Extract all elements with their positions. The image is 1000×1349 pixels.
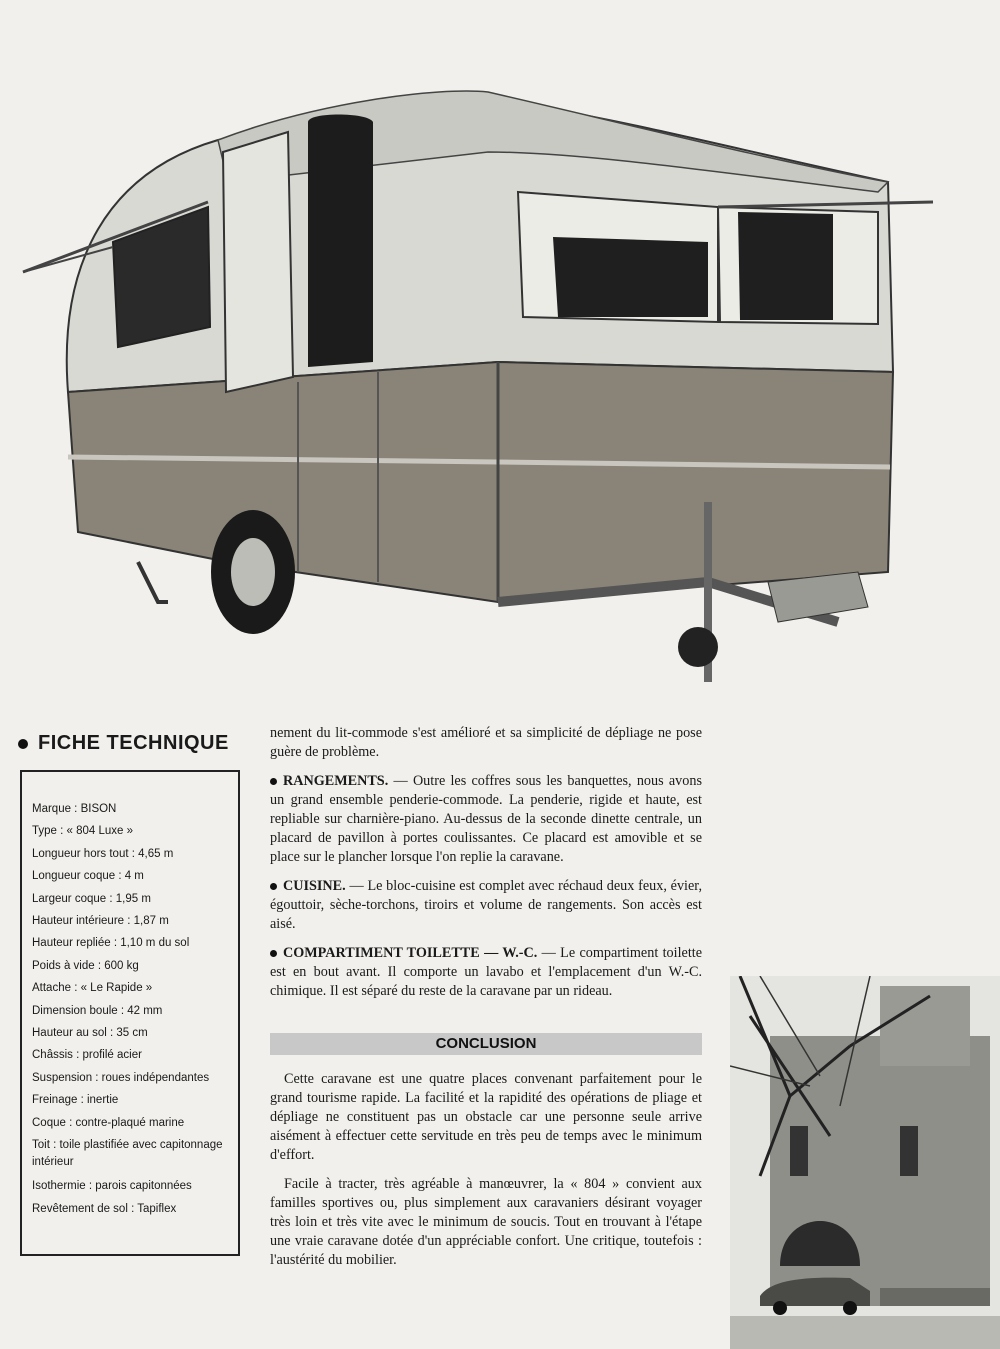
spec-freinage: Freinage : inertie	[32, 1094, 119, 1107]
spec-dimension-boule: Dimension boule : 42 mm	[32, 1004, 163, 1017]
bullet-icon	[270, 883, 277, 890]
fiche-technique-heading	[18, 732, 229, 755]
spec-hauteur-repliee: Hauteur repliée : 1,10 m du sol	[32, 937, 190, 950]
toilette-paragraph	[270, 944, 702, 1001]
conclusion-column	[270, 1070, 702, 1280]
spec-poids: Poids à vide : 600 kg	[32, 959, 139, 972]
cuisine-title: CUISINE.	[283, 878, 346, 894]
spec-suspension: Suspension : roues indépendantes	[32, 1071, 210, 1084]
rangements-title: RANGEMENTS.	[283, 773, 389, 789]
spec-longueur-hors-tout: Longueur hors tout : 4,65 m	[32, 847, 174, 860]
caravan-photo	[18, 62, 938, 682]
toilette-title: COMPARTIMENT TOILETTE — W.-C.	[283, 945, 538, 961]
spec-chassis: Châssis : profilé acier	[32, 1049, 142, 1062]
spec-hauteur-sol: Hauteur au sol : 35 cm	[32, 1027, 148, 1040]
conclusion-paragraph-1: Cette caravane est une quatre places convenant parfaitement pour le grand tourisme rapide. La facilité et la rapidité des opérations de pliage et dépliage ne constituent pas un obstacle car une personne seule arrive aisément à effectuer cette servitude en très peu de temps avec le minimum d'effort.	[270, 1071, 702, 1163]
rangements-text: — Outre les coffres sous les banquettes, nous avons un grand ensemble penderie-commode. La penderie, rigide et haute, est repliable sur charnière-piano. Au-dessus de la seconde dinette centrale, un placard de pavillon à portes coulissantes. Ce placard est amovible et se place sur le plancher lorsque l'on replie la caravane.	[270, 773, 702, 865]
spec-hauteur-interieure: Hauteur intérieure : 1,87 m	[32, 915, 169, 928]
conclusion-bar	[270, 1033, 702, 1055]
intro-paragraph: nement du lit-commode s'est amélioré et sa simplicité de dépliage ne pose guère de problème.	[270, 725, 702, 760]
spec-marque: Marque : BISON	[32, 803, 117, 815]
conclusion-paragraph-2: Facile à tracter, très agréable à manœuvrer, la « 804 » convient aux familles sportives ou, plus simplement aux caravaniers désirant voyager très loin et très vite avec le minimum de soucis. Tout en trouvant à l'étape une vraie caravane dotée d'un appréciable confort. Une critique, toutefois : l'austérité du mobilier.	[270, 1176, 702, 1268]
spec-attache: Attache : « Le Rapide »	[32, 982, 153, 995]
toilette-text: — Le compartiment toilette est en bout avant. Il comporte un lavabo et l'emplacement d'un W.-C. chimique. Il est séparé du reste de la caravane par un rideau.	[270, 945, 702, 999]
rangements-paragraph	[270, 772, 702, 867]
cuisine-paragraph	[270, 877, 702, 934]
spec-toit: Toit : toile plastifiée avec capitonnage intérieur	[32, 1139, 223, 1169]
spec-largeur-coque: Largeur coque : 1,95 m	[32, 892, 151, 905]
spec-isothermie: Isothermie : parois capitonnées	[32, 1180, 192, 1193]
spec-box	[20, 770, 240, 1256]
conclusion-heading: CONCLUSION	[435, 1035, 537, 1052]
spec-revetement: Revêtement de sol : Tapiflex	[32, 1202, 177, 1215]
spec-type: Type : « 804 Luxe »	[32, 825, 134, 838]
spec-coque: Coque : contre-plaqué marine	[32, 1116, 185, 1129]
cuisine-text: — Le bloc-cuisine est complet avec réchaud deux feux, évier, égouttoir, sèche-torchons, tiroirs et volume de rangements. Son accès est aisé.	[270, 878, 702, 932]
bullet-icon	[270, 950, 277, 957]
bullet-icon	[18, 739, 28, 749]
bullet-icon	[270, 778, 277, 785]
article-column	[270, 724, 702, 1011]
fiche-heading-text: FICHE TECHNIQUE	[38, 732, 229, 754]
spec-longueur-coque: Longueur coque : 4 m	[32, 870, 144, 883]
church-photo	[730, 976, 1000, 1349]
